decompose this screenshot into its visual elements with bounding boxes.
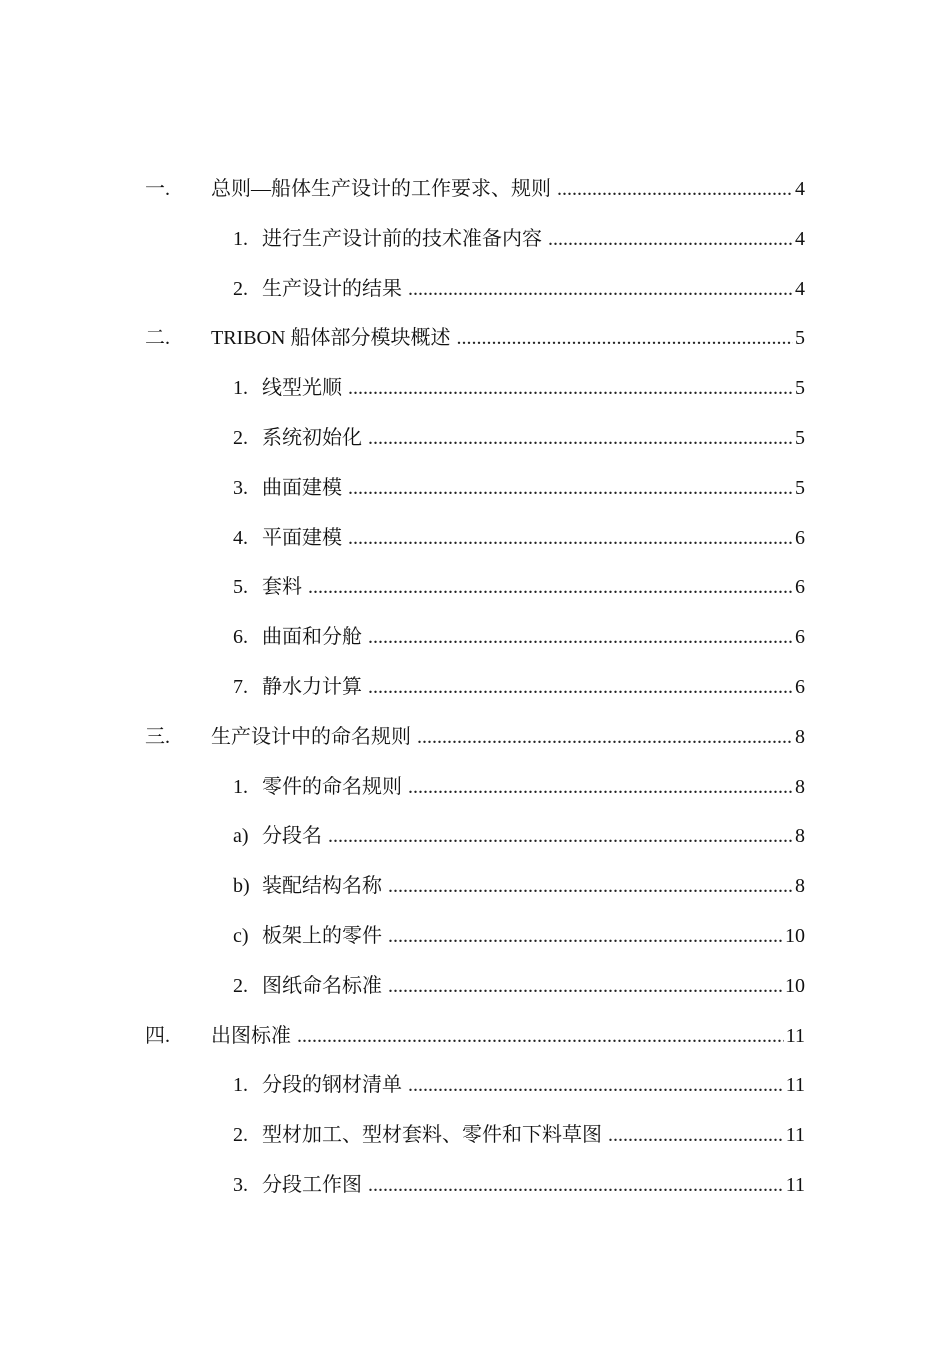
toc-entry-title: 总则—船体生产设计的工作要求、规则 (211, 178, 551, 200)
toc-entry-title: 分段工作图 (262, 1173, 362, 1196)
toc-entry-title: 零件的命名规则 (262, 775, 402, 798)
dot-leader (328, 812, 793, 862)
dot-leader (557, 165, 793, 215)
dot-leader (548, 215, 793, 265)
toc-entry-title: 图纸命名标准 (262, 974, 382, 997)
toc-entry-number: 5. (233, 576, 248, 599)
dot-leader (348, 514, 793, 564)
toc-entry[interactable] (0, 812, 950, 862)
dot-leader (297, 1012, 784, 1062)
dot-leader (308, 563, 793, 613)
dot-leader (408, 763, 793, 813)
toc-entry[interactable] (0, 1111, 950, 1161)
toc-entry-title: 套料 (262, 576, 302, 599)
dot-leader (368, 1161, 784, 1211)
toc-entry-title: 生产设计中的命名规则 (211, 725, 411, 748)
toc-entry-page: 11 (785, 1074, 805, 1097)
toc-entry[interactable] (0, 912, 950, 962)
toc-entry[interactable] (0, 215, 950, 265)
toc-entry-page: 10 (785, 924, 805, 947)
toc-entry-number: 1. (233, 775, 248, 798)
toc-entry-title: 进行生产设计前的技术准备内容 (262, 227, 542, 250)
toc-entry-page: 8 (795, 725, 805, 748)
toc-entry-title: TRIBON 船体部分模块概述 (211, 327, 451, 350)
toc-entry[interactable] (0, 613, 950, 663)
dot-leader (388, 862, 793, 912)
toc-entry-title: 装配结构名称 (262, 875, 382, 898)
toc-entry-number: 2. (233, 1124, 248, 1147)
toc-entry-page: 5 (795, 426, 805, 449)
dot-leader (348, 364, 793, 414)
toc-entry-number: 1. (233, 377, 248, 400)
toc-entry-number: 2. (233, 426, 248, 449)
toc-entry-page: 8 (795, 775, 805, 798)
dot-leader (348, 464, 793, 514)
toc-entry-title: 出图标准 (211, 1024, 291, 1047)
toc-entry-page: 6 (795, 526, 805, 549)
dot-leader (608, 1111, 784, 1161)
toc-entry[interactable] (0, 414, 950, 464)
toc-entry-page: 8 (795, 875, 805, 898)
toc-entry-title: 生产设计的结果 (262, 277, 402, 300)
toc-entry-page: 8 (795, 825, 805, 848)
toc-entry-page: 10 (785, 974, 805, 997)
toc-entry[interactable] (0, 563, 950, 613)
toc-entry-title: 曲面建模 (262, 476, 342, 499)
toc-entry-page: 6 (795, 675, 805, 698)
toc-entry-page: 5 (795, 327, 805, 350)
table-of-contents (0, 165, 950, 1211)
toc-entry-title: 曲面和分舱 (262, 626, 362, 649)
toc-entry-page: 4 (795, 277, 805, 300)
toc-entry-number: a) (233, 825, 249, 848)
toc-entry-title: 系统初始化 (262, 426, 362, 449)
toc-entry[interactable] (0, 663, 950, 713)
toc-entry-title: 静水力计算 (262, 675, 362, 698)
dot-leader (417, 713, 793, 763)
toc-entry-title: 型材加工、型材套料、零件和下料草图 (262, 1124, 602, 1147)
toc-entry-page: 11 (785, 1173, 805, 1196)
toc-entry-number: c) (233, 924, 249, 947)
toc-entry-number: 2. (233, 277, 248, 300)
toc-entry-number: 1. (233, 227, 248, 250)
toc-entry-title: 分段的钢材清单 (262, 1074, 402, 1097)
toc-entry-number: 3. (233, 1173, 248, 1196)
toc-entry-title: 板架上的零件 (262, 924, 382, 947)
toc-entry-page: 11 (785, 1024, 805, 1047)
dot-leader (368, 613, 793, 663)
toc-entry[interactable] (0, 763, 950, 813)
toc-entry-number: 1. (233, 1074, 248, 1097)
dot-leader (408, 265, 793, 315)
toc-entry-page: 6 (795, 626, 805, 649)
toc-entry[interactable] (0, 1161, 950, 1211)
toc-entry-page: 11 (785, 1124, 805, 1147)
toc-entry[interactable] (0, 1061, 950, 1111)
toc-entry-page: 6 (795, 576, 805, 599)
toc-entry-page: 5 (795, 377, 805, 400)
toc-entry-number: 二. (145, 327, 170, 350)
dot-leader (388, 962, 783, 1012)
toc-entry-number: 3. (233, 476, 248, 499)
toc-entry-number: 4. (233, 526, 248, 549)
toc-entry-title: 分段名 (262, 825, 322, 848)
toc-entry-title: 平面建模 (262, 526, 342, 549)
toc-entry[interactable] (0, 1012, 950, 1062)
toc-entry[interactable] (0, 364, 950, 414)
toc-entry-number: 四. (145, 1024, 170, 1047)
dot-leader (456, 314, 793, 364)
toc-entry-page: 4 (795, 178, 805, 200)
toc-entry-number: 6. (233, 626, 248, 649)
toc-entry[interactable] (0, 514, 950, 564)
dot-leader (368, 414, 793, 464)
toc-entry-page: 4 (795, 227, 805, 250)
toc-entry[interactable] (0, 962, 950, 1012)
toc-entry[interactable] (0, 862, 950, 912)
toc-entry[interactable] (0, 464, 950, 514)
toc-entry-number: b) (233, 875, 250, 898)
toc-entry-title: 线型光顺 (262, 377, 342, 400)
dot-leader (408, 1061, 784, 1111)
toc-entry[interactable] (0, 314, 950, 364)
toc-entry-number: 三. (145, 725, 170, 748)
toc-entry-page: 5 (795, 476, 805, 499)
dot-leader (368, 663, 793, 713)
dot-leader (388, 912, 783, 962)
toc-entry-number: 一. (145, 178, 170, 200)
toc-entry[interactable] (0, 165, 950, 215)
toc-entry[interactable] (0, 265, 950, 315)
toc-entry-number: 2. (233, 974, 248, 997)
toc-entry-number: 7. (233, 675, 248, 698)
toc-entry[interactable] (0, 713, 950, 763)
